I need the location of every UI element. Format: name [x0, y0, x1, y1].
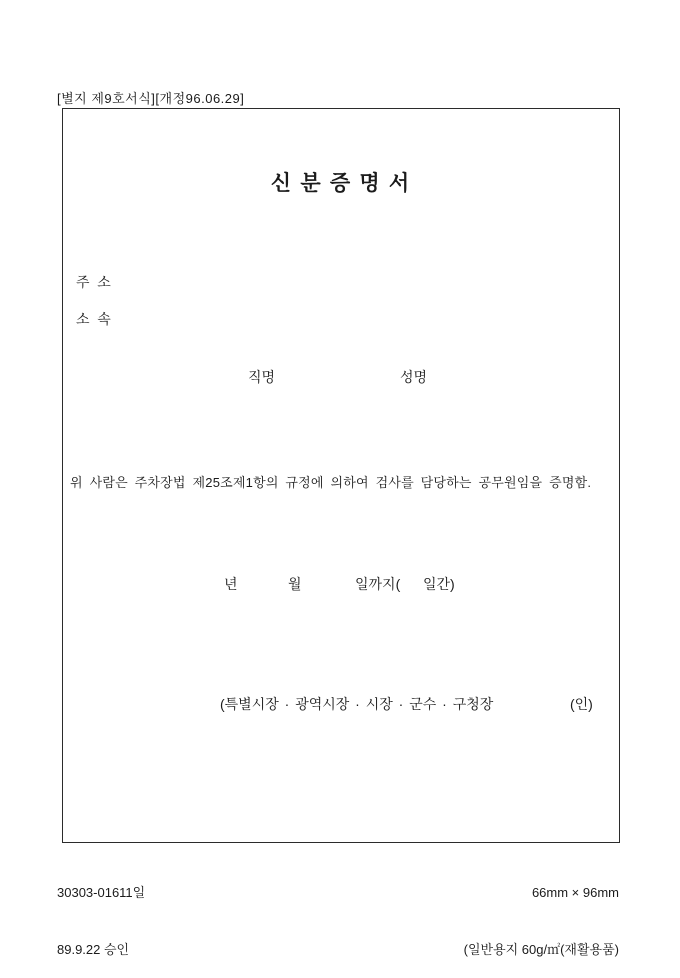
name-field-label: 성명 [400, 369, 428, 385]
address-field-label: 주 소 [76, 274, 111, 290]
affiliation-field-label: 소 속 [76, 311, 111, 327]
day-until-label: 일까지( [355, 576, 401, 592]
job-title-field-label: 직명 [248, 369, 276, 385]
approval-date: 89.9.22 승인 [57, 942, 130, 957]
month-label: 월 [288, 576, 302, 592]
days-count-label: 일간) [423, 576, 455, 592]
form-reference-label: [별지 제9호서식][개정96.06.29] [57, 91, 245, 106]
footer-left-block [57, 845, 145, 978]
paper-spec: (일반용지 60g/㎡(재활용품) [463, 942, 619, 957]
form-number: 30303-01611일 [57, 885, 146, 900]
issuer-titles-label: (특별시장 · 광역시장 · 시장 · 군수 · 구청장 [220, 696, 494, 712]
form-title: 신 분 증 명 서 [270, 171, 412, 195]
footer-right-block [464, 845, 619, 978]
seal-placeholder-label: (인) [570, 696, 593, 712]
certification-statement: 위 사람은 주차장법 제25조제1항의 규정에 의하여 검사를 담당하는 공무원임을 증명함. [70, 475, 592, 490]
paper-size: 66mm × 96mm [531, 885, 619, 900]
year-label: 년 [224, 576, 238, 592]
certificate-form-box [62, 108, 620, 843]
